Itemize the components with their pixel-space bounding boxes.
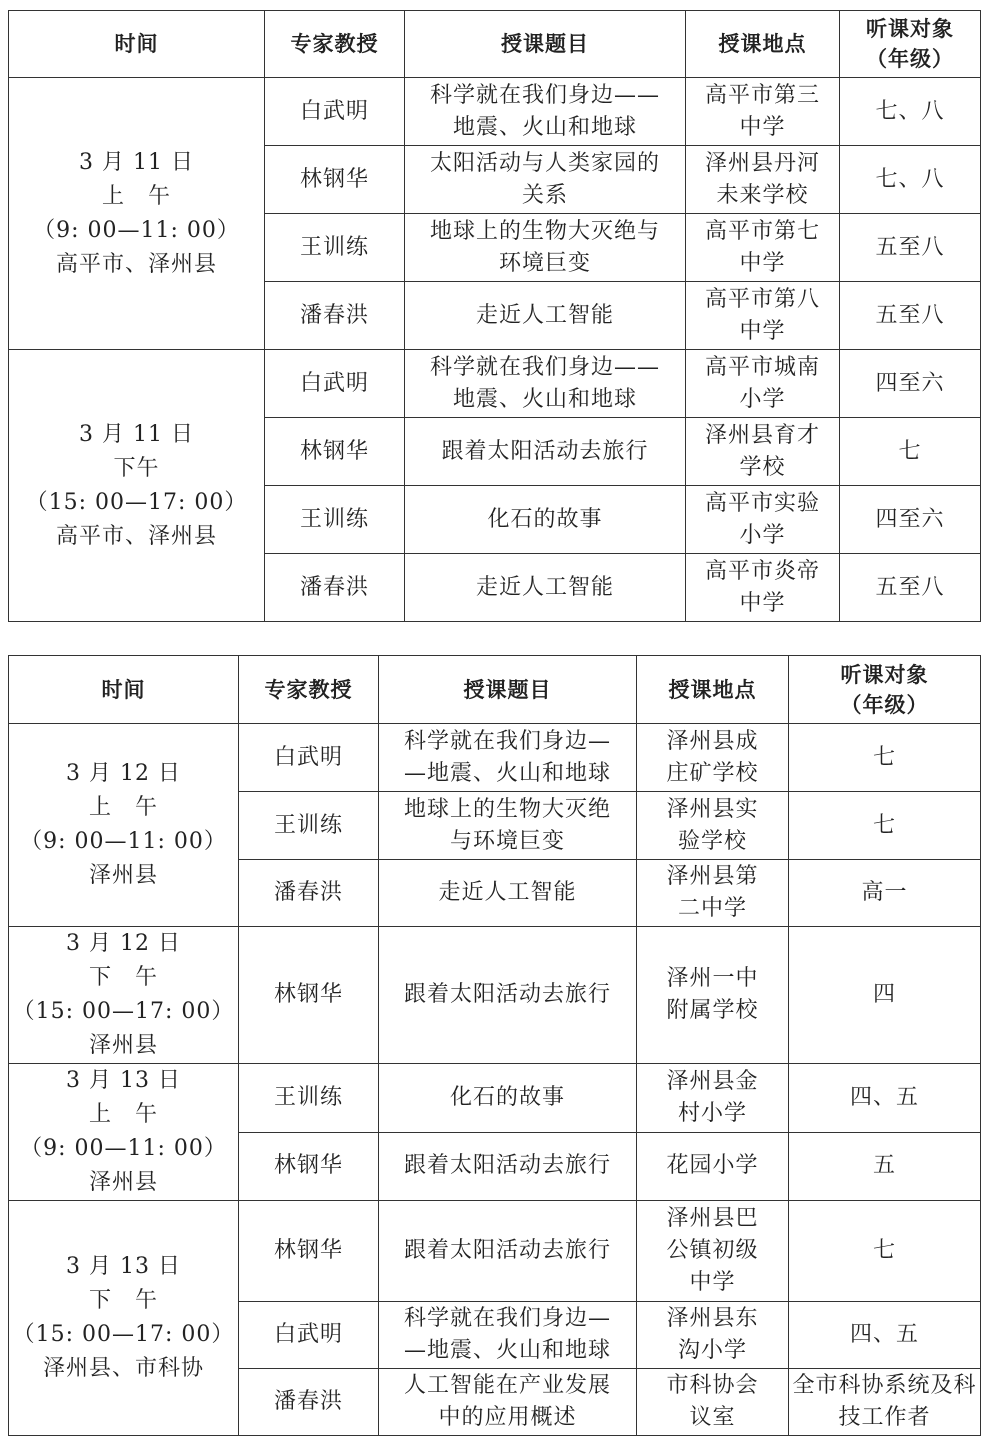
topic-line: —地震、火山和地球 [403, 1338, 611, 1363]
time-line: 上 午 [88, 1102, 158, 1127]
header-place: 授课地点 [686, 11, 840, 78]
place-line: 高平市第七 [704, 218, 820, 244]
grade-cell: 七、八 [840, 146, 981, 214]
topic-line: 化石的故事 [449, 1084, 565, 1110]
grade-cell: 五 [789, 1132, 981, 1201]
topic-line: 地震、火山和地球 [452, 386, 637, 412]
time-line: （15: 00—17: 00） [25, 489, 248, 515]
expert-cell: 林钢华 [239, 1132, 379, 1201]
time-line: （15: 00—17: 00） [12, 1322, 235, 1347]
topic-line: 科学就在我们身边—— [429, 354, 660, 380]
header-place: 授课地点 [637, 656, 789, 724]
time-cell [9, 1064, 239, 1201]
place-cell [686, 554, 840, 622]
place-line: 小学 [739, 386, 786, 412]
place-line: 中学 [739, 590, 786, 616]
table-row [9, 1201, 981, 1302]
grade-cell: 四至六 [840, 486, 981, 554]
place-cell [686, 282, 840, 350]
place-line: 未来学校 [716, 182, 809, 208]
table-1-body [9, 78, 981, 622]
topic-cell [379, 792, 637, 860]
header-row [9, 11, 981, 78]
time-line: 泽州县、市科协 [42, 1356, 204, 1381]
place-line: 泽州县东 [666, 1306, 759, 1331]
expert-cell: 王训练 [239, 792, 379, 860]
place-line: 村小学 [677, 1100, 747, 1126]
grade-cell: 四至六 [840, 350, 981, 418]
place-cell [686, 78, 840, 146]
time-line: 泽州县 [88, 1033, 158, 1058]
table-row [9, 350, 981, 418]
time-cell [9, 350, 265, 622]
place-cell [637, 1201, 789, 1302]
expert-cell: 王训练 [239, 1064, 379, 1133]
expert-cell: 林钢华 [239, 927, 379, 1064]
time-line: 泽州县 [88, 1170, 158, 1195]
place-cell [686, 418, 840, 486]
expert-cell: 林钢华 [239, 1201, 379, 1302]
place-cell [637, 1132, 789, 1201]
time-line: 3 月 11 日 [79, 149, 194, 175]
place-cell [686, 146, 840, 214]
place-line: 高平市城南 [704, 354, 820, 380]
topic-line: —地震、火山和地球 [403, 760, 611, 786]
place-line: 附属学校 [666, 998, 759, 1023]
expert-cell: 白武明 [265, 350, 405, 418]
expert-cell: 王训练 [265, 486, 405, 554]
time-line: 下 午 [88, 1288, 158, 1313]
grade-cell: 七、八 [840, 78, 981, 146]
expert-cell: 潘春洪 [239, 860, 379, 927]
topic-cell [379, 1064, 637, 1133]
topic-line: 科学就在我们身边— [403, 728, 611, 754]
topic-cell [405, 486, 686, 554]
topic-line: 走近人工智能 [438, 880, 577, 905]
topic-cell [405, 146, 686, 214]
grade-cell: 七 [789, 792, 981, 860]
topic-line: 关系 [521, 182, 568, 208]
expert-cell: 白武明 [239, 1302, 379, 1369]
header-time: 时间 [9, 656, 239, 724]
header-row [9, 656, 981, 724]
place-cell [686, 214, 840, 282]
header-time: 时间 [9, 11, 265, 78]
place-cell [637, 1302, 789, 1369]
topic-line: 地球上的生物大灭绝 [403, 796, 611, 822]
place-line: 泽州县实 [666, 796, 759, 822]
time-line: 3 月 12 日 [66, 931, 181, 956]
time-line: 高平市、泽州县 [55, 251, 217, 277]
expert-cell: 潘春洪 [265, 554, 405, 622]
time-line: （9: 00—11: 00） [33, 217, 240, 243]
time-line: 3 月 13 日 [66, 1254, 181, 1279]
expert-cell: 王训练 [265, 214, 405, 282]
expert-cell: 白武明 [239, 724, 379, 792]
expert-cell: 林钢华 [265, 418, 405, 486]
header-expert: 专家教授 [265, 11, 405, 78]
topic-cell [379, 1302, 637, 1369]
time-line: 下午 [113, 455, 160, 481]
time-line: 高平市、泽州县 [55, 523, 217, 549]
place-line: 议室 [689, 1405, 736, 1430]
topic-line: 跟着太阳活动去旅行 [441, 438, 649, 464]
topic-cell [379, 724, 637, 792]
schedule-table-1 [8, 10, 981, 622]
place-line: 泽州一中 [666, 966, 759, 991]
topic-cell [405, 214, 686, 282]
grade-cell: 高一 [789, 860, 981, 927]
expert-cell: 白武明 [265, 78, 405, 146]
time-line: 下 午 [88, 965, 158, 990]
place-line: 庄矿学校 [666, 760, 759, 786]
place-line: 中学 [689, 1270, 736, 1295]
place-line: 二中学 [677, 896, 747, 921]
topic-cell [379, 1369, 637, 1436]
grade-cell: 四 [789, 927, 981, 1064]
topic-line: 走近人工智能 [475, 574, 614, 600]
header-grade-line2: （年级） [866, 47, 954, 71]
grade-cell: 五至八 [840, 282, 981, 350]
topic-cell [405, 418, 686, 486]
table-row [9, 724, 981, 792]
place-line: 中学 [739, 318, 786, 344]
time-line: 上 午 [88, 795, 158, 820]
topic-cell [405, 78, 686, 146]
expert-cell: 潘春洪 [265, 282, 405, 350]
header-grade-line1: 听课对象 [866, 17, 954, 41]
place-line: 泽州县育才 [704, 422, 820, 448]
place-line: 小学 [739, 522, 786, 548]
place-line: 中学 [739, 114, 786, 140]
topic-line: 跟着太阳活动去旅行 [403, 1238, 611, 1263]
grade-cell: 七 [789, 724, 981, 792]
place-line: 高平市第八 [704, 286, 820, 312]
place-line: 验学校 [677, 828, 747, 854]
grade-cell: 四、五 [789, 1302, 981, 1369]
header-topic: 授课题目 [405, 11, 686, 78]
time-cell [9, 724, 239, 927]
topic-cell [405, 554, 686, 622]
topic-line: 地震、火山和地球 [452, 114, 637, 140]
place-line: 高平市第三 [704, 82, 820, 108]
grade-cell: 五至八 [840, 214, 981, 282]
time-line: （15: 00—17: 00） [12, 999, 235, 1024]
time-cell [9, 1201, 239, 1436]
topic-cell [379, 1201, 637, 1302]
topic-cell [379, 1132, 637, 1201]
place-cell [686, 350, 840, 418]
topic-line: 科学就在我们身边— [403, 1306, 611, 1331]
header-topic: 授课题目 [379, 656, 637, 724]
time-line: 泽州县 [88, 863, 158, 888]
grade-cell: 四、五 [789, 1064, 981, 1133]
topic-line: 中的应用概述 [438, 1405, 577, 1430]
place-line: 公镇初级 [666, 1238, 759, 1263]
table-row [9, 78, 981, 146]
time-cell [9, 927, 239, 1064]
grade-cell: 五至八 [840, 554, 981, 622]
place-line: 高平市实验 [704, 490, 820, 516]
topic-cell [405, 282, 686, 350]
time-cell [9, 78, 265, 350]
place-cell [686, 486, 840, 554]
header-grade [840, 11, 981, 78]
place-line: 学校 [739, 454, 786, 480]
topic-line: 与环境巨变 [449, 828, 565, 854]
place-line: 沟小学 [677, 1338, 747, 1363]
topic-line: 走近人工智能 [475, 302, 614, 328]
place-line: 泽州县金 [666, 1068, 759, 1094]
header-grade [789, 656, 981, 724]
place-line: 泽州县丹河 [704, 150, 820, 176]
place-cell [637, 927, 789, 1064]
place-cell [637, 724, 789, 792]
time-line: 3 月 13 日 [66, 1068, 181, 1093]
grade-cell: 七 [840, 418, 981, 486]
time-line: 3 月 12 日 [66, 761, 181, 786]
topic-cell [379, 927, 637, 1064]
topic-cell [405, 350, 686, 418]
table-row [9, 1064, 981, 1133]
grade-cell: 七 [789, 1201, 981, 1302]
place-line: 花园小学 [666, 1153, 759, 1179]
place-line: 泽州县第 [666, 864, 759, 889]
grade-cell: 全市科协系统及科技工作者 [789, 1369, 981, 1436]
place-cell [637, 1064, 789, 1133]
expert-cell: 潘春洪 [239, 1369, 379, 1436]
topic-line: 化石的故事 [487, 506, 603, 532]
place-line: 中学 [739, 250, 786, 276]
topic-line: 科学就在我们身边—— [429, 82, 660, 108]
topic-line: 跟着太阳活动去旅行 [403, 1153, 611, 1179]
header-grade-line2: （年级） [840, 692, 929, 717]
header-expert: 专家教授 [239, 656, 379, 724]
place-line: 泽州县成 [666, 728, 759, 754]
expert-cell: 林钢华 [265, 146, 405, 214]
topic-line: 地球上的生物大灭绝与 [429, 218, 660, 244]
place-line: 泽州县巴 [666, 1206, 759, 1231]
time-line: 3 月 11 日 [79, 421, 194, 447]
place-line: 市科协会 [666, 1373, 759, 1398]
topic-line: 跟着太阳活动去旅行 [403, 982, 611, 1007]
topic-line: 人工智能在产业发展 [403, 1373, 611, 1398]
place-cell [637, 792, 789, 860]
topic-line: 太阳活动与人类家园的 [429, 150, 660, 176]
table-row [9, 927, 981, 1064]
place-cell [637, 1369, 789, 1436]
topic-cell [379, 860, 637, 927]
time-line: （9: 00—11: 00） [20, 1136, 227, 1161]
time-line: （9: 00—11: 00） [20, 829, 227, 854]
time-line: 上 午 [101, 183, 171, 209]
table-2-body [9, 724, 981, 1436]
place-line: 高平市炎帝 [704, 558, 820, 584]
place-cell [637, 860, 789, 927]
header-grade-line1: 听课对象 [840, 662, 929, 687]
schedule-table-2 [8, 655, 981, 1436]
topic-line: 环境巨变 [498, 250, 591, 276]
